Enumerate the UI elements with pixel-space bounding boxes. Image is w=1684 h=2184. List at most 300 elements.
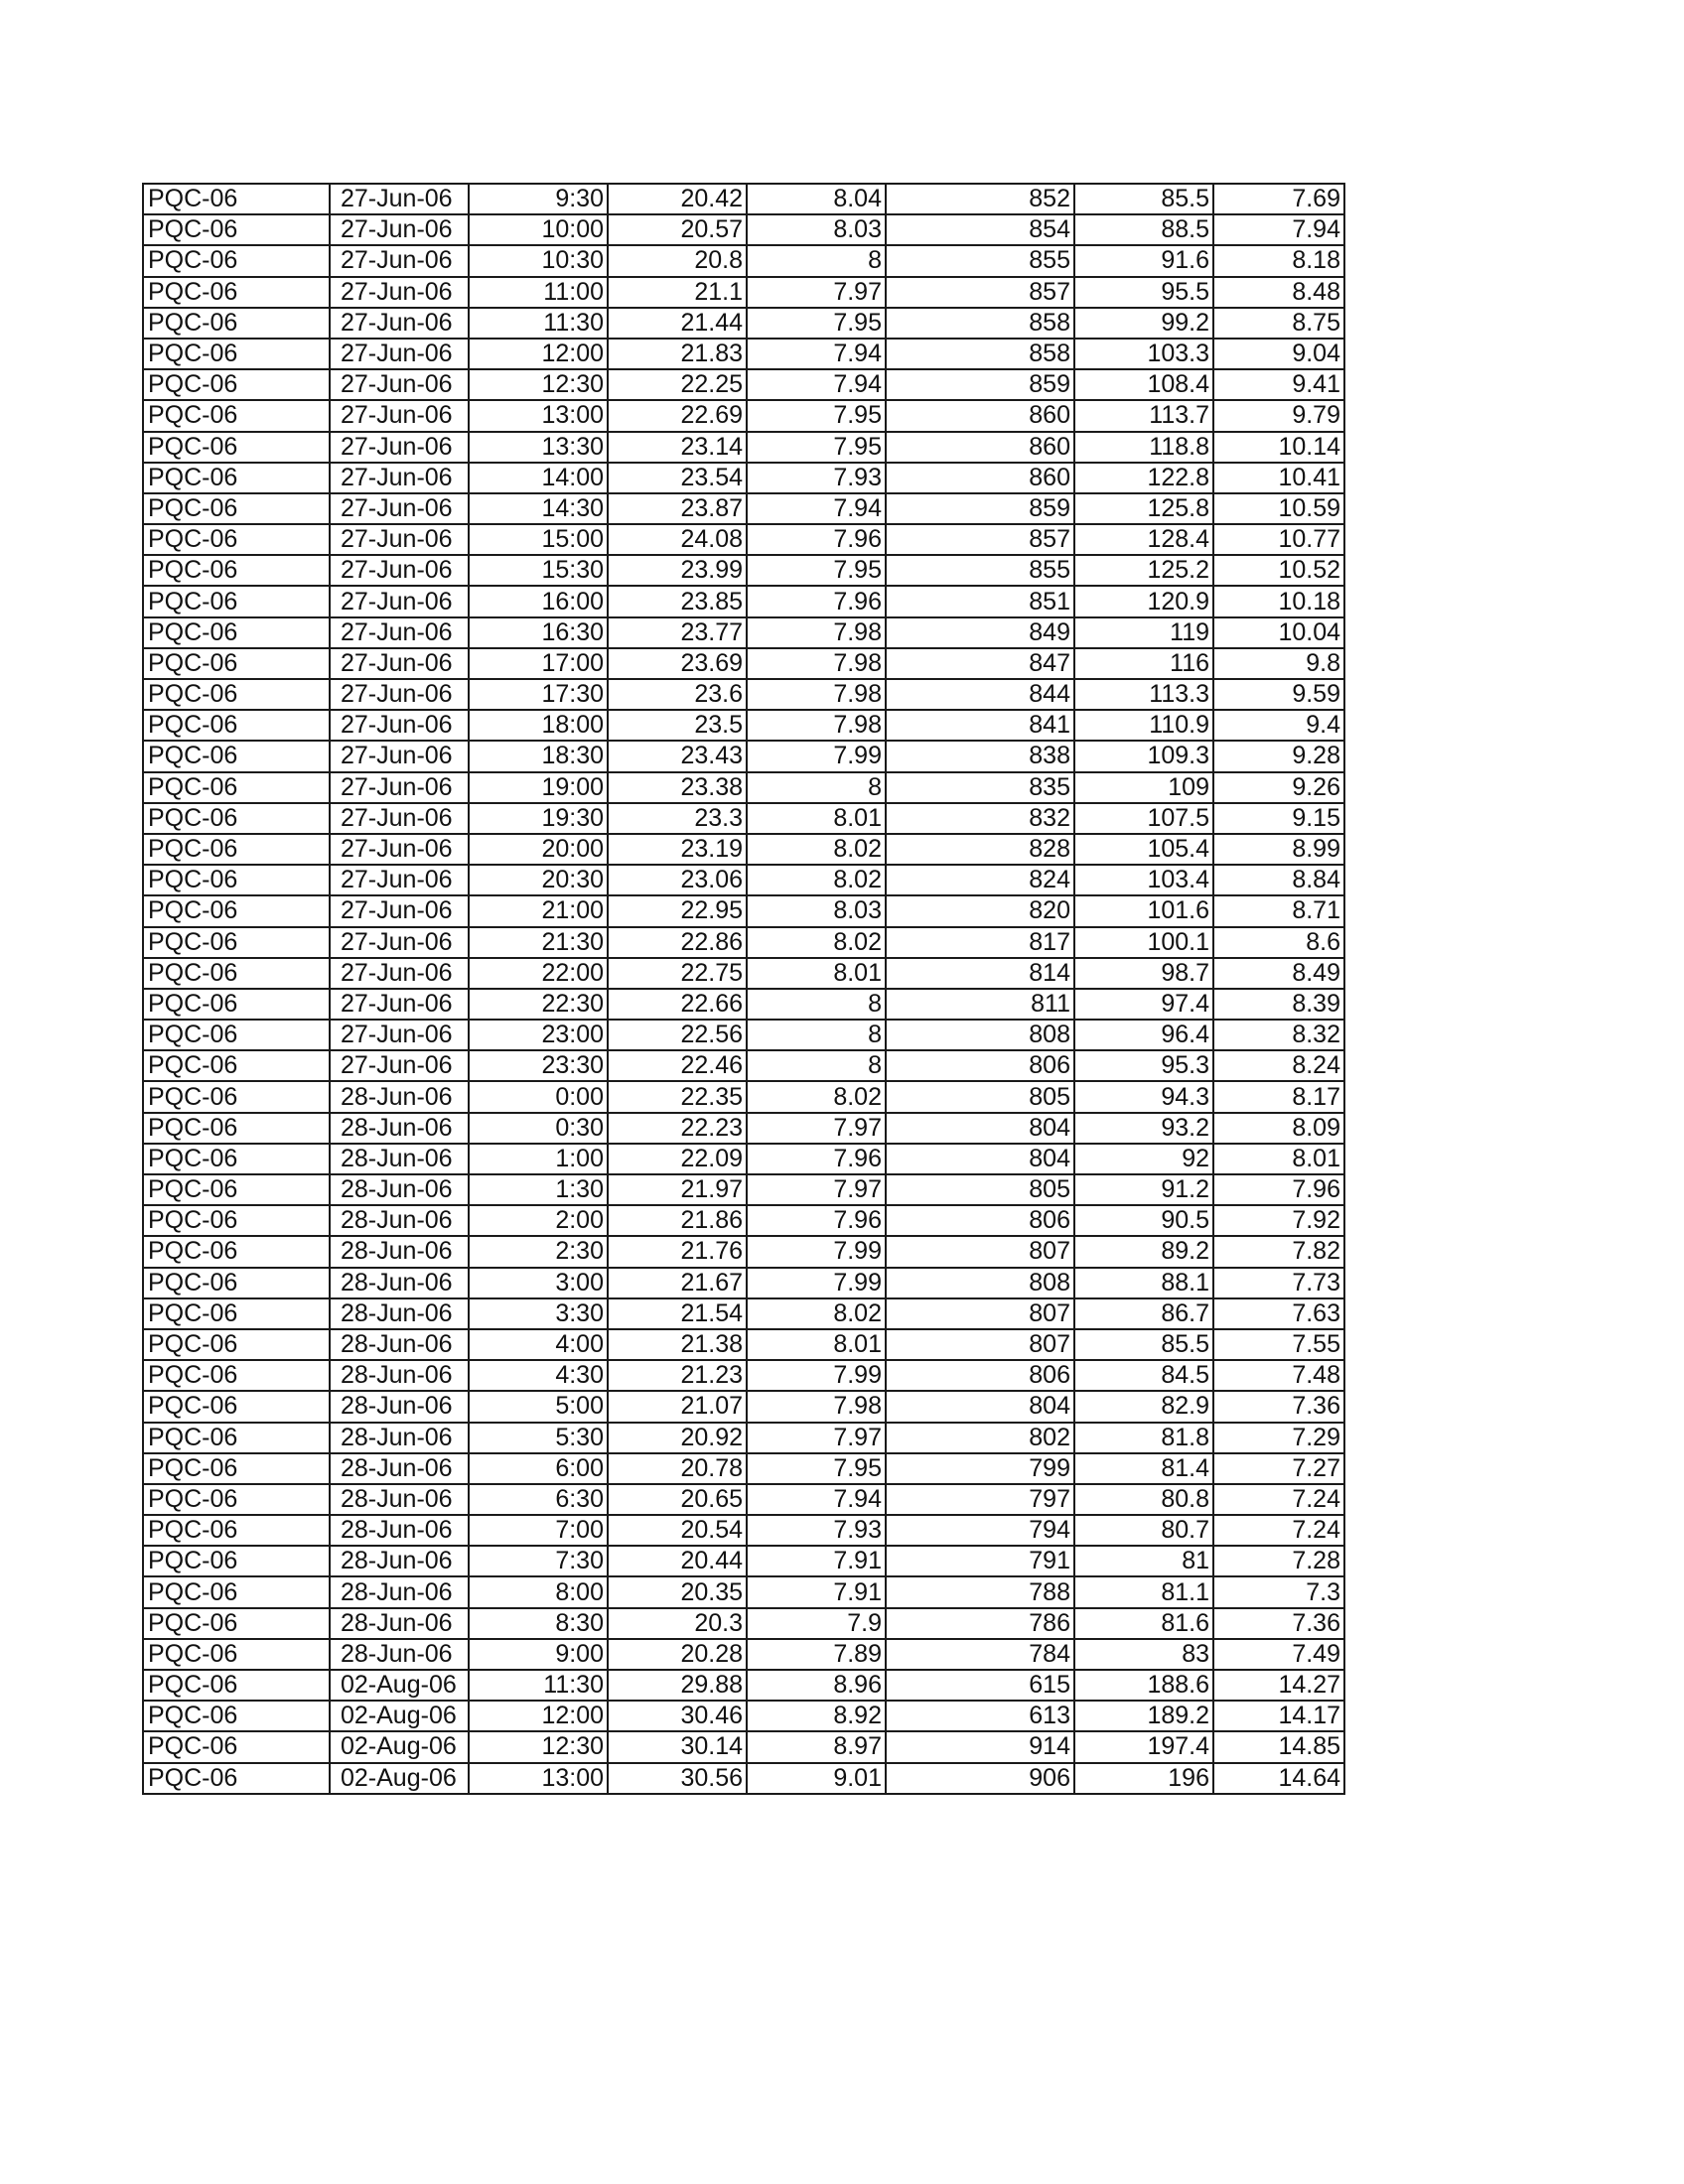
value-4-cell: 81.4: [1074, 1453, 1213, 1484]
table-row: [143, 1731, 1344, 1762]
time-cell: 4:00: [469, 1329, 608, 1360]
value-5-cell: 8.99: [1213, 834, 1344, 865]
value-5-cell: 7.73: [1213, 1268, 1344, 1298]
table-row: [143, 741, 1344, 771]
value-3-cell: 799: [886, 1453, 1074, 1484]
value-5-cell: 10.52: [1213, 555, 1344, 586]
value-4-cell: 103.4: [1074, 865, 1213, 895]
value-5-cell: 7.69: [1213, 184, 1344, 214]
value-2-cell: 7.94: [747, 339, 886, 369]
value-2-cell: 7.91: [747, 1576, 886, 1607]
value-4-cell: 99.2: [1074, 308, 1213, 339]
value-1-cell: 22.35: [608, 1081, 747, 1112]
value-4-cell: 109.3: [1074, 741, 1213, 771]
value-4-cell: 82.9: [1074, 1391, 1213, 1422]
value-5-cell: 7.92: [1213, 1205, 1344, 1236]
data-table: [142, 183, 1345, 1795]
time-cell: 18:30: [469, 741, 608, 771]
time-cell: 1:00: [469, 1144, 608, 1174]
date-cell: 27-Jun-06: [330, 834, 469, 865]
value-3-cell: 797: [886, 1484, 1074, 1515]
station-id-cell: PQC-06: [143, 555, 330, 586]
value-2-cell: 7.94: [747, 369, 886, 400]
value-3-cell: 824: [886, 865, 1074, 895]
station-id-cell: PQC-06: [143, 927, 330, 958]
station-id-cell: PQC-06: [143, 1020, 330, 1050]
value-1-cell: 23.3: [608, 803, 747, 834]
value-4-cell: 81.6: [1074, 1608, 1213, 1639]
value-4-cell: 196: [1074, 1763, 1213, 1794]
table-row: [143, 1515, 1344, 1546]
station-id-cell: PQC-06: [143, 1484, 330, 1515]
value-5-cell: 10.77: [1213, 524, 1344, 555]
time-cell: 23:30: [469, 1050, 608, 1081]
value-2-cell: 8.02: [747, 834, 886, 865]
value-1-cell: 23.43: [608, 741, 747, 771]
value-4-cell: 84.5: [1074, 1360, 1213, 1391]
time-cell: 17:30: [469, 679, 608, 710]
value-4-cell: 119: [1074, 617, 1213, 648]
value-1-cell: 20.57: [608, 214, 747, 245]
table-row: [143, 1113, 1344, 1144]
station-id-cell: PQC-06: [143, 369, 330, 400]
value-4-cell: 98.7: [1074, 958, 1213, 989]
value-1-cell: 24.08: [608, 524, 747, 555]
table-row: [143, 1763, 1344, 1794]
value-4-cell: 107.5: [1074, 803, 1213, 834]
value-1-cell: 30.56: [608, 1763, 747, 1794]
value-3-cell: 806: [886, 1360, 1074, 1391]
value-1-cell: 22.66: [608, 989, 747, 1020]
value-5-cell: 8.48: [1213, 277, 1344, 308]
station-id-cell: PQC-06: [143, 1546, 330, 1576]
value-5-cell: 8.17: [1213, 1081, 1344, 1112]
value-2-cell: 7.99: [747, 1360, 886, 1391]
value-4-cell: 197.4: [1074, 1731, 1213, 1762]
value-4-cell: 125.8: [1074, 493, 1213, 524]
value-2-cell: 8.02: [747, 1081, 886, 1112]
value-4-cell: 96.4: [1074, 1020, 1213, 1050]
value-3-cell: 860: [886, 463, 1074, 493]
date-cell: 28-Jun-06: [330, 1453, 469, 1484]
time-cell: 13:00: [469, 400, 608, 431]
value-2-cell: 8.02: [747, 927, 886, 958]
table-row: [143, 895, 1344, 926]
date-cell: 28-Jun-06: [330, 1484, 469, 1515]
time-cell: 16:30: [469, 617, 608, 648]
value-2-cell: 7.96: [747, 524, 886, 555]
table-row: [143, 463, 1344, 493]
value-3-cell: 849: [886, 617, 1074, 648]
value-1-cell: 23.85: [608, 586, 747, 616]
value-3-cell: 802: [886, 1423, 1074, 1453]
station-id-cell: PQC-06: [143, 1236, 330, 1267]
value-3-cell: 613: [886, 1701, 1074, 1731]
station-id-cell: PQC-06: [143, 803, 330, 834]
value-2-cell: 8.01: [747, 1329, 886, 1360]
date-cell: 27-Jun-06: [330, 958, 469, 989]
value-1-cell: 20.44: [608, 1546, 747, 1576]
value-1-cell: 23.38: [608, 772, 747, 803]
date-cell: 02-Aug-06: [330, 1763, 469, 1794]
value-4-cell: 80.8: [1074, 1484, 1213, 1515]
value-1-cell: 20.3: [608, 1608, 747, 1639]
value-4-cell: 81.8: [1074, 1423, 1213, 1453]
value-3-cell: 806: [886, 1050, 1074, 1081]
value-1-cell: 22.86: [608, 927, 747, 958]
value-2-cell: 7.94: [747, 493, 886, 524]
value-4-cell: 91.2: [1074, 1174, 1213, 1205]
value-5-cell: 10.41: [1213, 463, 1344, 493]
date-cell: 27-Jun-06: [330, 895, 469, 926]
station-id-cell: PQC-06: [143, 1453, 330, 1484]
station-id-cell: PQC-06: [143, 308, 330, 339]
station-id-cell: PQC-06: [143, 1515, 330, 1546]
date-cell: 28-Jun-06: [330, 1639, 469, 1670]
station-id-cell: PQC-06: [143, 524, 330, 555]
value-2-cell: 7.94: [747, 1484, 886, 1515]
table-row: [143, 1081, 1344, 1112]
value-4-cell: 80.7: [1074, 1515, 1213, 1546]
station-id-cell: PQC-06: [143, 958, 330, 989]
value-4-cell: 88.1: [1074, 1268, 1213, 1298]
table-row: [143, 586, 1344, 616]
value-5-cell: 7.36: [1213, 1391, 1344, 1422]
station-id-cell: PQC-06: [143, 834, 330, 865]
value-1-cell: 21.44: [608, 308, 747, 339]
value-4-cell: 85.5: [1074, 184, 1213, 214]
value-5-cell: 9.04: [1213, 339, 1344, 369]
value-4-cell: 81: [1074, 1546, 1213, 1576]
value-1-cell: 21.23: [608, 1360, 747, 1391]
value-1-cell: 21.07: [608, 1391, 747, 1422]
date-cell: 27-Jun-06: [330, 741, 469, 771]
value-3-cell: 807: [886, 1298, 1074, 1329]
value-1-cell: 23.6: [608, 679, 747, 710]
date-cell: 27-Jun-06: [330, 524, 469, 555]
value-3-cell: 857: [886, 277, 1074, 308]
date-cell: 27-Jun-06: [330, 772, 469, 803]
value-3-cell: 857: [886, 524, 1074, 555]
station-id-cell: PQC-06: [143, 1050, 330, 1081]
value-5-cell: 9.59: [1213, 679, 1344, 710]
station-id-cell: PQC-06: [143, 1144, 330, 1174]
date-cell: 27-Jun-06: [330, 803, 469, 834]
time-cell: 5:00: [469, 1391, 608, 1422]
value-5-cell: 14.85: [1213, 1731, 1344, 1762]
time-cell: 11:30: [469, 308, 608, 339]
table-row: [143, 617, 1344, 648]
time-cell: 14:30: [469, 493, 608, 524]
table-row: [143, 493, 1344, 524]
value-4-cell: 95.3: [1074, 1050, 1213, 1081]
time-cell: 1:30: [469, 1174, 608, 1205]
table-body: [143, 184, 1344, 1794]
station-id-cell: PQC-06: [143, 1576, 330, 1607]
value-5-cell: 14.64: [1213, 1763, 1344, 1794]
value-3-cell: 859: [886, 493, 1074, 524]
value-4-cell: 101.6: [1074, 895, 1213, 926]
value-2-cell: 8: [747, 989, 886, 1020]
time-cell: 13:30: [469, 432, 608, 463]
value-3-cell: 804: [886, 1391, 1074, 1422]
value-1-cell: 22.56: [608, 1020, 747, 1050]
value-3-cell: 852: [886, 184, 1074, 214]
table-row: [143, 184, 1344, 214]
station-id-cell: PQC-06: [143, 586, 330, 616]
value-3-cell: 807: [886, 1329, 1074, 1360]
time-cell: 22:30: [469, 989, 608, 1020]
value-2-cell: 8.04: [747, 184, 886, 214]
date-cell: 28-Jun-06: [330, 1391, 469, 1422]
value-3-cell: 804: [886, 1144, 1074, 1174]
value-4-cell: 88.5: [1074, 214, 1213, 245]
value-1-cell: 22.25: [608, 369, 747, 400]
table-row: [143, 803, 1344, 834]
time-cell: 20:30: [469, 865, 608, 895]
station-id-cell: PQC-06: [143, 493, 330, 524]
table-row: [143, 834, 1344, 865]
value-1-cell: 29.88: [608, 1670, 747, 1701]
station-id-cell: PQC-06: [143, 648, 330, 679]
table-row: [143, 369, 1344, 400]
value-5-cell: 8.01: [1213, 1144, 1344, 1174]
value-5-cell: 7.29: [1213, 1423, 1344, 1453]
value-2-cell: 7.97: [747, 277, 886, 308]
time-cell: 21:00: [469, 895, 608, 926]
date-cell: 02-Aug-06: [330, 1731, 469, 1762]
value-5-cell: 10.04: [1213, 617, 1344, 648]
date-cell: 28-Jun-06: [330, 1113, 469, 1144]
time-cell: 6:00: [469, 1453, 608, 1484]
value-3-cell: 811: [886, 989, 1074, 1020]
value-3-cell: 784: [886, 1639, 1074, 1670]
date-cell: 27-Jun-06: [330, 400, 469, 431]
value-2-cell: 7.97: [747, 1174, 886, 1205]
table-row: [143, 1268, 1344, 1298]
value-2-cell: 7.99: [747, 1236, 886, 1267]
value-2-cell: 8.03: [747, 895, 886, 926]
station-id-cell: PQC-06: [143, 1113, 330, 1144]
station-id-cell: PQC-06: [143, 1670, 330, 1701]
value-5-cell: 8.24: [1213, 1050, 1344, 1081]
value-3-cell: 615: [886, 1670, 1074, 1701]
date-cell: 27-Jun-06: [330, 339, 469, 369]
table-row: [143, 1546, 1344, 1576]
time-cell: 22:00: [469, 958, 608, 989]
value-2-cell: 7.98: [747, 648, 886, 679]
value-5-cell: 9.15: [1213, 803, 1344, 834]
value-3-cell: 854: [886, 214, 1074, 245]
value-2-cell: 7.95: [747, 400, 886, 431]
time-cell: 3:30: [469, 1298, 608, 1329]
table-row: [143, 1360, 1344, 1391]
value-2-cell: 7.96: [747, 586, 886, 616]
table-row: [143, 927, 1344, 958]
value-4-cell: 100.1: [1074, 927, 1213, 958]
value-1-cell: 21.76: [608, 1236, 747, 1267]
value-4-cell: 113.7: [1074, 400, 1213, 431]
value-1-cell: 20.8: [608, 245, 747, 276]
value-5-cell: 7.82: [1213, 1236, 1344, 1267]
value-4-cell: 85.5: [1074, 1329, 1213, 1360]
time-cell: 18:00: [469, 710, 608, 741]
date-cell: 27-Jun-06: [330, 555, 469, 586]
time-cell: 5:30: [469, 1423, 608, 1453]
value-5-cell: 10.18: [1213, 586, 1344, 616]
value-1-cell: 23.19: [608, 834, 747, 865]
date-cell: 27-Jun-06: [330, 184, 469, 214]
table-row: [143, 1020, 1344, 1050]
date-cell: 28-Jun-06: [330, 1576, 469, 1607]
time-cell: 21:30: [469, 927, 608, 958]
value-2-cell: 7.98: [747, 617, 886, 648]
value-3-cell: 791: [886, 1546, 1074, 1576]
value-5-cell: 7.49: [1213, 1639, 1344, 1670]
value-4-cell: 83: [1074, 1639, 1213, 1670]
table-row: [143, 1050, 1344, 1081]
value-2-cell: 8.02: [747, 1298, 886, 1329]
value-1-cell: 23.14: [608, 432, 747, 463]
value-4-cell: 94.3: [1074, 1081, 1213, 1112]
station-id-cell: PQC-06: [143, 214, 330, 245]
date-cell: 28-Jun-06: [330, 1423, 469, 1453]
station-id-cell: PQC-06: [143, 1174, 330, 1205]
station-id-cell: PQC-06: [143, 1268, 330, 1298]
value-3-cell: 914: [886, 1731, 1074, 1762]
value-4-cell: 95.5: [1074, 277, 1213, 308]
time-cell: 13:00: [469, 1763, 608, 1794]
value-5-cell: 9.8: [1213, 648, 1344, 679]
value-1-cell: 21.86: [608, 1205, 747, 1236]
value-5-cell: 14.17: [1213, 1701, 1344, 1731]
table-row: [143, 772, 1344, 803]
value-3-cell: 808: [886, 1268, 1074, 1298]
value-2-cell: 7.97: [747, 1113, 886, 1144]
value-1-cell: 30.14: [608, 1731, 747, 1762]
value-5-cell: 10.14: [1213, 432, 1344, 463]
value-2-cell: 7.9: [747, 1608, 886, 1639]
value-3-cell: 858: [886, 308, 1074, 339]
table-row: [143, 679, 1344, 710]
time-cell: 11:00: [469, 277, 608, 308]
time-cell: 10:00: [469, 214, 608, 245]
date-cell: 27-Jun-06: [330, 1020, 469, 1050]
value-5-cell: 7.24: [1213, 1484, 1344, 1515]
value-2-cell: 8.97: [747, 1731, 886, 1762]
value-1-cell: 22.09: [608, 1144, 747, 1174]
time-cell: 12:30: [469, 1731, 608, 1762]
station-id-cell: PQC-06: [143, 679, 330, 710]
value-1-cell: 23.06: [608, 865, 747, 895]
station-id-cell: PQC-06: [143, 1081, 330, 1112]
value-1-cell: 22.95: [608, 895, 747, 926]
value-5-cell: 7.3: [1213, 1576, 1344, 1607]
value-4-cell: 93.2: [1074, 1113, 1213, 1144]
station-id-cell: PQC-06: [143, 1608, 330, 1639]
value-2-cell: 8: [747, 1020, 886, 1050]
value-2-cell: 7.95: [747, 1453, 886, 1484]
value-3-cell: 838: [886, 741, 1074, 771]
value-3-cell: 855: [886, 555, 1074, 586]
value-1-cell: 22.23: [608, 1113, 747, 1144]
date-cell: 28-Jun-06: [330, 1329, 469, 1360]
station-id-cell: PQC-06: [143, 1763, 330, 1794]
value-4-cell: 105.4: [1074, 834, 1213, 865]
date-cell: 28-Jun-06: [330, 1205, 469, 1236]
value-5-cell: 8.75: [1213, 308, 1344, 339]
value-3-cell: 805: [886, 1174, 1074, 1205]
date-cell: 28-Jun-06: [330, 1268, 469, 1298]
value-1-cell: 20.92: [608, 1423, 747, 1453]
date-cell: 27-Jun-06: [330, 989, 469, 1020]
value-4-cell: 89.2: [1074, 1236, 1213, 1267]
time-cell: 12:00: [469, 1701, 608, 1731]
station-id-cell: PQC-06: [143, 1423, 330, 1453]
table-row: [143, 648, 1344, 679]
date-cell: 27-Jun-06: [330, 679, 469, 710]
table-row: [143, 1608, 1344, 1639]
table-row: [143, 1205, 1344, 1236]
time-cell: 15:30: [469, 555, 608, 586]
value-2-cell: 7.89: [747, 1639, 886, 1670]
value-5-cell: 8.39: [1213, 989, 1344, 1020]
value-1-cell: 23.5: [608, 710, 747, 741]
value-5-cell: 8.49: [1213, 958, 1344, 989]
date-cell: 27-Jun-06: [330, 710, 469, 741]
table-row: [143, 1639, 1344, 1670]
time-cell: 8:00: [469, 1576, 608, 1607]
value-4-cell: 189.2: [1074, 1701, 1213, 1731]
table-row: [143, 1174, 1344, 1205]
time-cell: 7:30: [469, 1546, 608, 1576]
value-2-cell: 8.01: [747, 958, 886, 989]
time-cell: 12:30: [469, 369, 608, 400]
station-id-cell: PQC-06: [143, 772, 330, 803]
value-4-cell: 113.3: [1074, 679, 1213, 710]
value-4-cell: 97.4: [1074, 989, 1213, 1020]
table-row: [143, 524, 1344, 555]
value-2-cell: 7.99: [747, 741, 886, 771]
table-row: [143, 1701, 1344, 1731]
table-row: [143, 555, 1344, 586]
station-id-cell: PQC-06: [143, 741, 330, 771]
time-cell: 0:30: [469, 1113, 608, 1144]
time-cell: 9:30: [469, 184, 608, 214]
table-row: [143, 432, 1344, 463]
time-cell: 12:00: [469, 339, 608, 369]
table-row: [143, 1484, 1344, 1515]
station-id-cell: PQC-06: [143, 1329, 330, 1360]
date-cell: 27-Jun-06: [330, 586, 469, 616]
table-row: [143, 710, 1344, 741]
time-cell: 6:30: [469, 1484, 608, 1515]
value-2-cell: 8.92: [747, 1701, 886, 1731]
table-row: [143, 1144, 1344, 1174]
value-5-cell: 9.28: [1213, 741, 1344, 771]
date-cell: 28-Jun-06: [330, 1360, 469, 1391]
table-row: [143, 865, 1344, 895]
table-row: [143, 1423, 1344, 1453]
value-4-cell: 109: [1074, 772, 1213, 803]
station-id-cell: PQC-06: [143, 989, 330, 1020]
date-cell: 27-Jun-06: [330, 245, 469, 276]
date-cell: 28-Jun-06: [330, 1608, 469, 1639]
value-3-cell: 844: [886, 679, 1074, 710]
value-5-cell: 7.48: [1213, 1360, 1344, 1391]
value-2-cell: 7.99: [747, 1268, 886, 1298]
station-id-cell: PQC-06: [143, 617, 330, 648]
